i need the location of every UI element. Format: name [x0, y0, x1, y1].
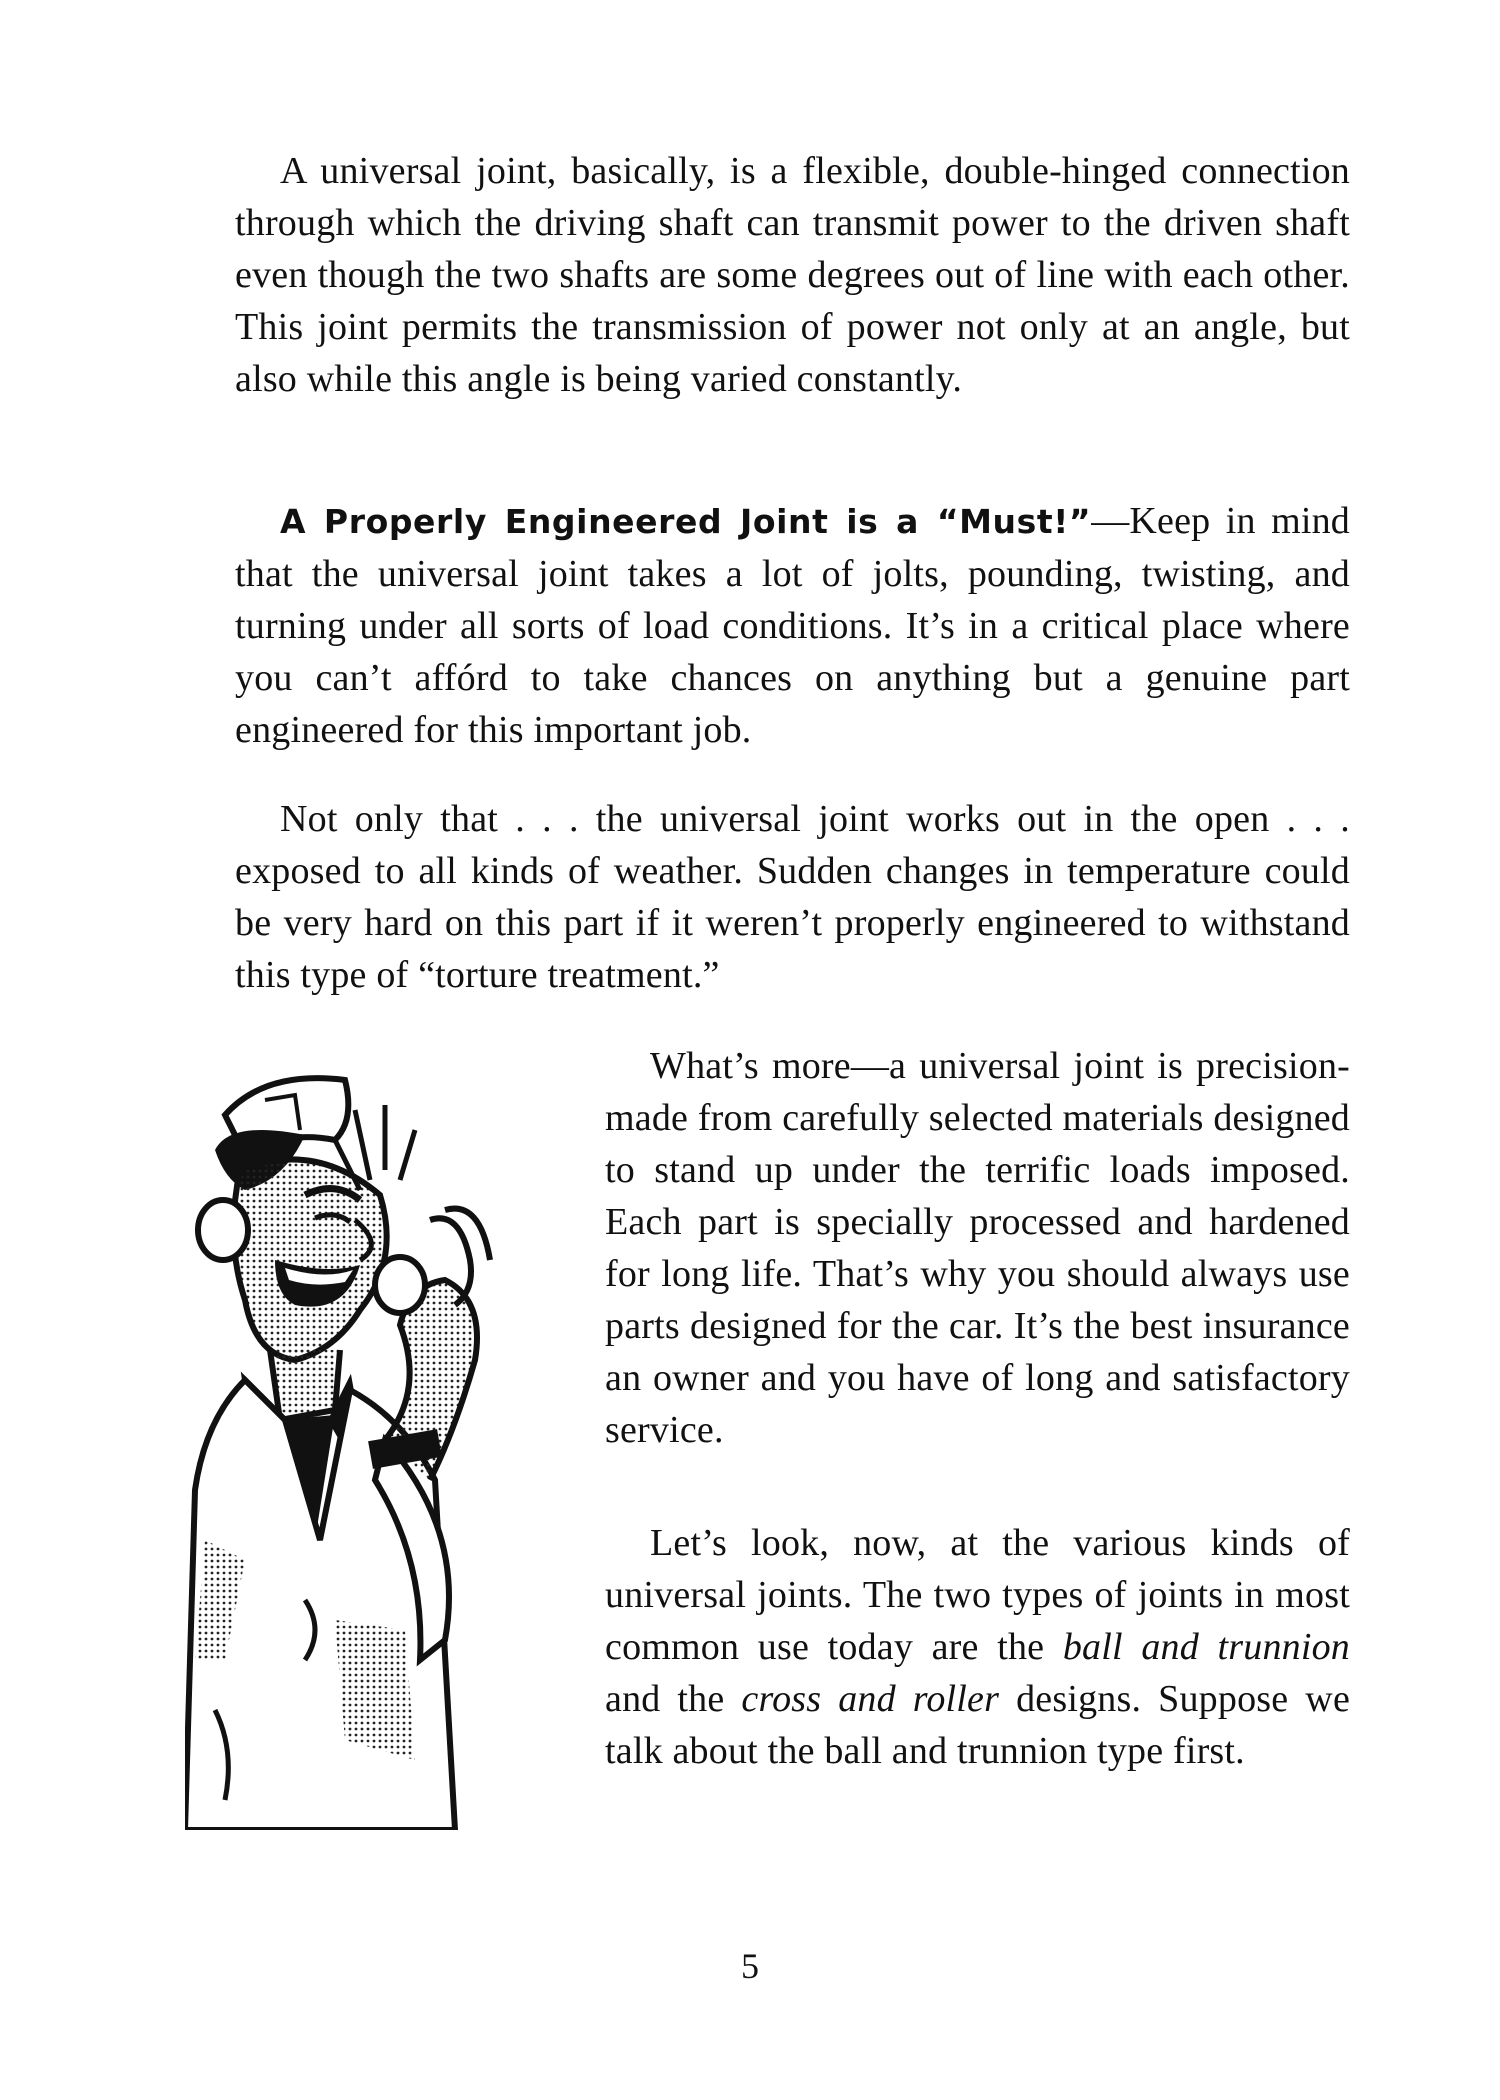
paragraph-body: —Keep in mind that the universal joint takes a lot of jolts, pounding, twisting, and turning under all sorts of load conditions. It’s in a critical place where you can’t affórd to take chances on anything but a genuine part engineered for this important job.: [235, 500, 1351, 751]
paragraph-types-of-joints: [605, 1517, 1350, 1777]
paragraph-text-part: Let’s look, now, at the various kinds of universal joints. The two types of joints in most common use today are the: [605, 1522, 1350, 1668]
paragraph-text-part: designs. Suppose we talk about the ball and trunnion type first.: [605, 1678, 1351, 1772]
paragraph-universal-joint-definition: A universal joint, basically, is a flexible, double-hinged connection through which the driving shaft can transmit power to the driven shaft even though the two shafts are some degrees out of line with each other. This joint permits the transmission of power not only at an angle, but also while this angle is being varied constantly.: [235, 150, 1350, 400]
italic-term-cross-and-roller: cross and roller: [741, 1678, 1000, 1720]
paragraph-precision-made: What’s more—a universal joint is precision-made from carefully selected materials designed to stand up under the terrific loads imposed. Each part is specially processed and hardened for long life. That’s why you should always use parts designed for the car. It’s the best insurance an owner and you have of long and satisfactory service.: [605, 1045, 1350, 1451]
paragraph-lead-heading: A Properly Engineered Joint is a “Must!”: [280, 502, 1092, 541]
paragraph-properly-engineered: [235, 495, 1350, 756]
paragraph-text-part: and the: [605, 1678, 742, 1720]
paragraph-weather-exposure: Not only that . . . the universal joint works out in the open . . . exposed to all kinds of weather. Sudden changes in temperature could be very hard on this part if it weren’t properly engineered to withstand this type of “torture treatment.”: [235, 798, 1350, 996]
italic-term-ball-and-trunnion: ball and trunnion: [1062, 1626, 1351, 1668]
mechanic-cartoon-illustration: [185, 1060, 590, 1830]
page-number: 5: [741, 1946, 759, 1986]
